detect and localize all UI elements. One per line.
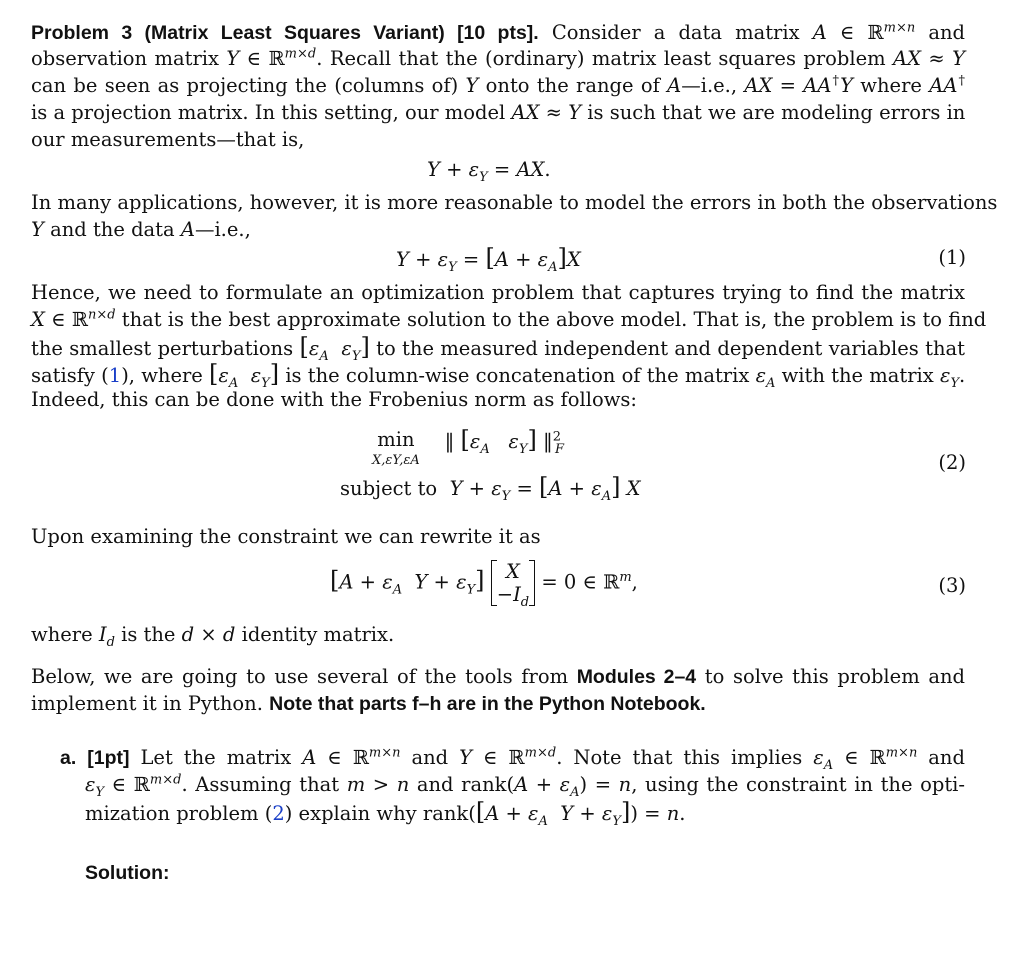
intro-line-5: our measurements—that is, bbox=[31, 128, 305, 151]
equation-2-objective: min X,εY,εA ‖ [$\varepsilon_A$ $\varepsilon_Y$] ‖$^2_F$ bbox=[372, 426, 565, 468]
intro-line-4: is a projection matrix. In this setting, our model AX ≈ Y is such that we are modeling errors in bbox=[31, 101, 966, 124]
solution-label: Solution: bbox=[85, 862, 170, 884]
eq2-sub: X,εY,εA bbox=[372, 453, 420, 468]
intro-line-3: can be seen as projecting the (columns of) Y onto the range of A—i.e., AX = AA†Y where AA† bbox=[31, 73, 965, 97]
eq2-min: min bbox=[377, 428, 415, 451]
equation-1: $Y + \varepsilon_Y = [A + \varepsilon_A]X$ bbox=[396, 244, 581, 275]
equation-2-constraint: subject to $Y + \varepsilon_Y = [A + \varepsilon_A]$ X bbox=[340, 473, 641, 504]
para3-line-3: the smallest perturbations [$\varepsilon_A$ $\varepsilon_Y$] to the measured independent and dependent variables that bbox=[31, 333, 966, 364]
equation-3: [$A + \varepsilon_A$ $Y + \varepsilon_Y$] X $-I_d$ = 0 ∈ ℝ$^m$, bbox=[330, 560, 638, 610]
part-a-points: [1pt] bbox=[87, 747, 130, 769]
para5-line: where $I_d$ is the d × d identity matrix. bbox=[31, 623, 395, 650]
intro-line-2: observation matrix Y ∈ ℝ$^{m\times d}$. Recall that the (ordinary) matrix least squares problem AX ≈ Y bbox=[31, 46, 965, 70]
part-a-line-2: $\varepsilon_Y$ ∈ ℝ$^{m\times d}$. Assuming that m > n and rank(A + $\varepsilon_A) = n$, using the constraint in the opti- bbox=[85, 772, 965, 800]
para6-line-2: implement it in Python. Note that parts f–h are in the Python Notebook. bbox=[31, 692, 706, 715]
para6-line-1: Below, we are going to use several of the tools from Modules 2–4 to solve this problem and bbox=[31, 665, 965, 688]
para2-line-2: Y and the data A—i.e., bbox=[31, 218, 251, 241]
equation-3-label: (3) bbox=[938, 574, 966, 597]
equation-2-label: (2) bbox=[938, 451, 966, 474]
para3-line-2: X ∈ ℝ$^{n\times d}$ that is the best approximate solution to the above model. That is, the problem is to find bbox=[31, 307, 987, 331]
para4-line: Upon examining the constraint we can rewrite it as bbox=[31, 525, 541, 548]
part-a-line-1: a. [1pt] Let the matrix A ∈ ℝ$^{m\times n}$ and Y ∈ ℝ$^{m\times d}$. Note that this implies $\varepsilon_A$ ∈ ℝ$^{m\times n}$ and bbox=[60, 745, 965, 773]
eq3-matrix: X $-I_d$ bbox=[491, 560, 535, 606]
equation-0: $Y + \varepsilon_Y$ = AX. bbox=[427, 158, 551, 185]
part-a-line-3: mization problem (2) explain why rank([A + $\varepsilon_A$ $Y + \varepsilon_Y]) = n$. bbox=[85, 798, 686, 829]
eq2-subject: subject to bbox=[340, 477, 438, 500]
para2-line-1: In many applications, however, it is more reasonable to model the errors in both the observations bbox=[31, 191, 998, 214]
intro-text-1: Consider a data matrix A ∈ ℝ$^{m\times n}$ and bbox=[551, 20, 965, 44]
part-a-label: a. bbox=[60, 747, 77, 769]
para3-line-1: Hence, we need to formulate an optimization problem that captures trying to find the matrix bbox=[31, 281, 965, 304]
para3-line-5: Indeed, this can be done with the Frobenius norm as follows: bbox=[31, 388, 637, 411]
para3-line-4: satisfy (1), where [$\varepsilon_A$ $\varepsilon_Y$] is the column-wise concatenation of the matrix $\varepsilon_A$ with the matrix $\varepsilon_Y$. bbox=[31, 360, 966, 391]
equation-1-label: (1) bbox=[938, 246, 966, 269]
problem-heading: Problem 3 (Matrix Least Squares Variant) [10 pts]. bbox=[31, 22, 539, 44]
intro-line-1 bbox=[31, 20, 965, 46]
